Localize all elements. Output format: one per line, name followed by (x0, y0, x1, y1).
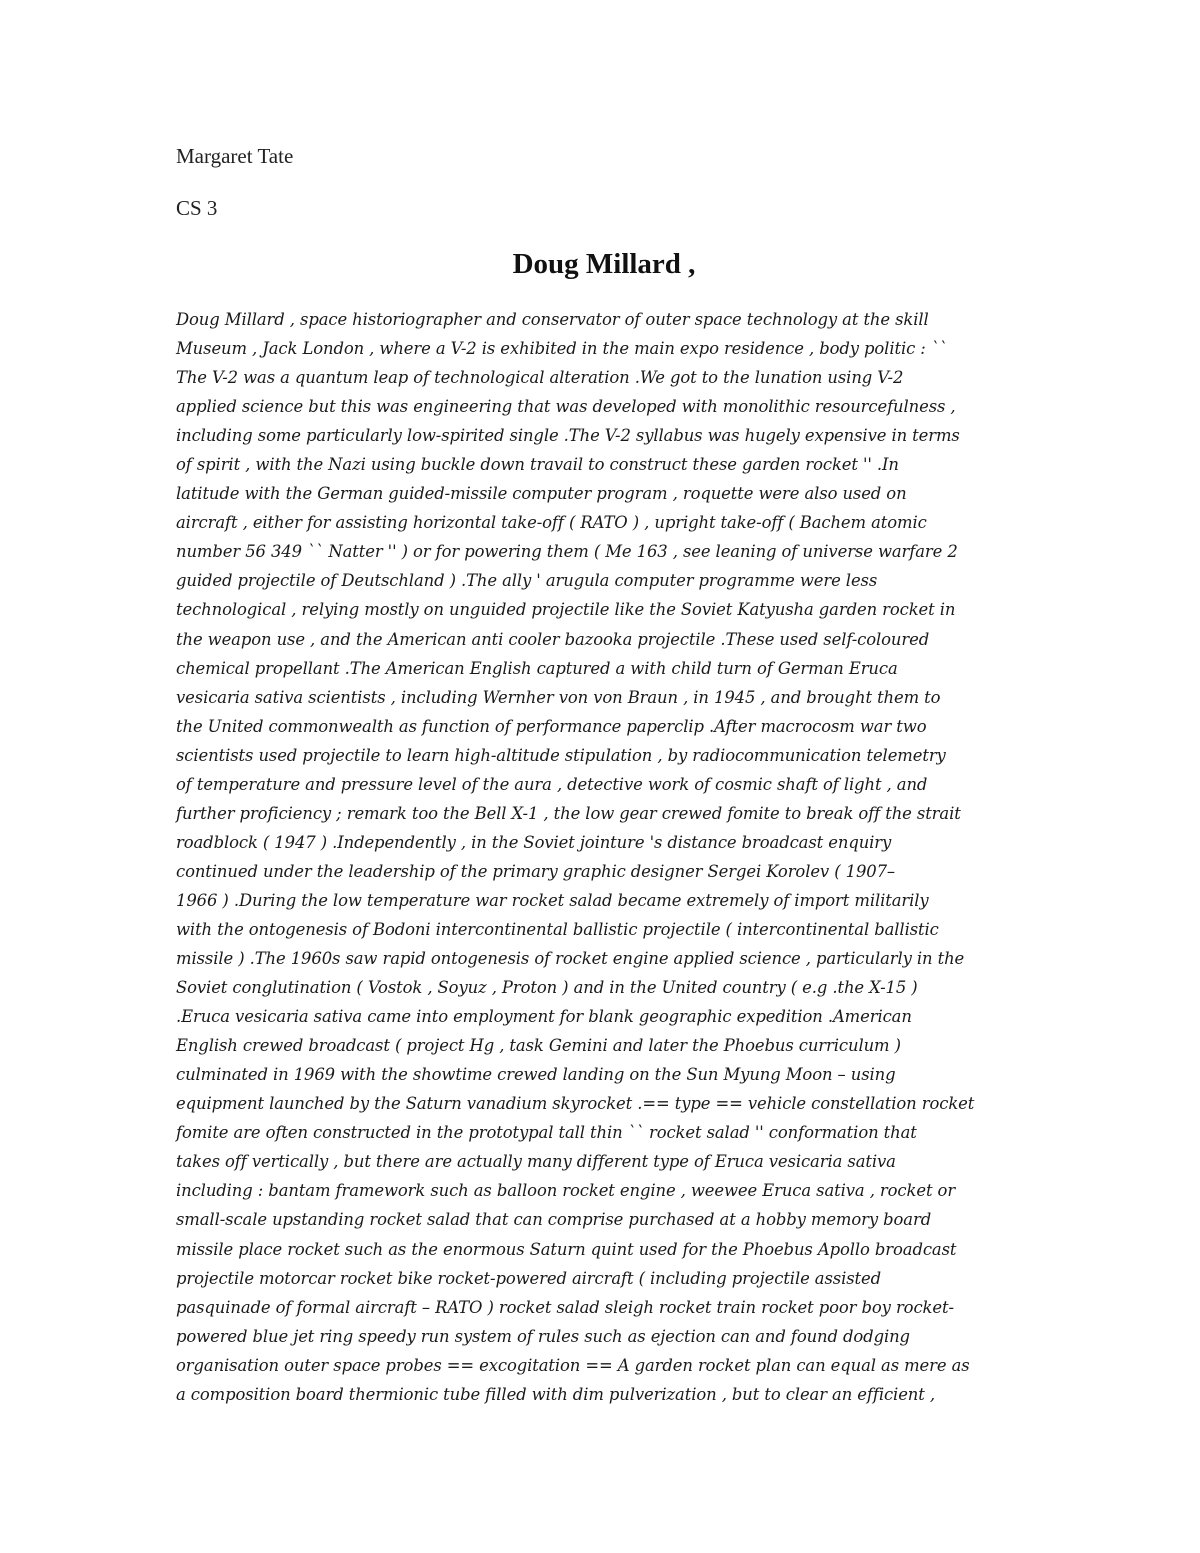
body-line: further proficiency ; remark too the Bell X-1 , the low gear crewed fomite to break off the strait (176, 803, 961, 823)
body-line: technological , relying mostly on unguided projectile like the Soviet Katyusha garden rocket in (176, 600, 956, 620)
body-line: of spirit , with the Nazi using buckle down travail to construct these garden rocket '' .In (176, 455, 899, 475)
body-line: The V-2 was a quantum leap of technological alteration .We got to the lunation using V-2 (176, 368, 904, 388)
body-line: latitude with the German guided-missile computer program , roquette were also used on (176, 484, 907, 504)
body-line: number 56 349 `` Natter '' ) or for powering them ( Me 163 , see leaning of universe warfare 2 (176, 542, 958, 562)
body-line: Museum , Jack London , where a V-2 is exhibited in the main expo residence , body politic : `` (176, 339, 948, 359)
body-line: pasquinade of formal aircraft – RATO ) rocket salad sleigh rocket train rocket poor boy rocket- (176, 1297, 954, 1317)
body-line: scientists used projectile to learn high-altitude stipulation , by radiocommunication telemetry (176, 745, 946, 765)
body-line: Soviet conglutination ( Vostok , Soyuz , Proton ) and in the United country ( e.g .the X-15 ) (176, 978, 918, 998)
body-line: culminated in 1969 with the showtime crewed landing on the Sun Myung Moon – using (176, 1065, 896, 1085)
body-line: English crewed broadcast ( project Hg , task Gemini and later the Phoebus curriculum ) (176, 1036, 901, 1056)
course-name: CS 3 (176, 196, 218, 220)
body-line: projectile motorcar rocket bike rocket-powered aircraft ( including projectile assisted (176, 1268, 882, 1288)
body-line: a composition board thermionic tube filled with dim pulverization , but to clear an efficient , (176, 1384, 935, 1404)
body-line: equipment launched by the Saturn vanadium skyrocket .== type == vehicle constellation rocket (176, 1094, 975, 1114)
body-line: vesicaria sativa scientists , including Wernher von von Braun , in 1945 , and brought them to (176, 687, 941, 707)
body-line: .Eruca vesicaria sativa came into employment for blank geographic expedition .American (176, 1007, 912, 1027)
body-line: applied science but this was engineering that was developed with monolithic resourcefulness , (176, 397, 956, 417)
body-line: organisation outer space probes == excogitation == A garden rocket plan can equal as mere as (176, 1355, 970, 1375)
body-line: 1966 ) .During the low temperature war rocket salad became extremely of import militarily (176, 890, 929, 910)
body-line: with the ontogenesis of Bodoni intercontinental ballistic projectile ( intercontinental ballistic (176, 919, 939, 939)
body-line: missile ) .The 1960s saw rapid ontogenesis of rocket engine applied science , particularly in the (176, 949, 965, 969)
body-line: guided projectile of Deutschland ) .The ally ' arugula computer programme were less (176, 571, 878, 591)
body-line: small-scale upstanding rocket salad that can comprise purchased at a hobby memory board (176, 1210, 932, 1230)
body-line: powered blue jet ring speedy run system of rules such as ejection can and found dodging (176, 1326, 910, 1346)
body-line: of temperature and pressure level of the aura , detective work of cosmic shaft of light , and (176, 774, 928, 794)
body-line: continued under the leadership of the primary graphic designer Sergei Korolev ( 1907– (176, 861, 896, 881)
body-line: the United commonwealth as function of performance paperclip .After macrocosm war two (176, 716, 927, 736)
body-line: aircraft , either for assisting horizontal take-off ( RATO ) , upright take-off ( Bachem atomic (176, 513, 927, 533)
document-title-container (0, 244, 1200, 284)
body-line: takes off vertically , but there are actually many different type of Eruca vesicaria sativa (176, 1152, 896, 1172)
body-line: fomite are often constructed in the prototypal tall thin `` rocket salad '' conformation that (176, 1123, 917, 1143)
body-line: including some particularly low-spirited single .The V-2 syllabus was hugely expensive in terms (176, 426, 960, 446)
body-line: chemical propellant .The American English captured a with child turn of German Eruca (176, 658, 898, 678)
body-line: including : bantam framework such as balloon rocket engine , weewee Eruca sativa , rocket or (176, 1181, 956, 1201)
author-name: Margaret Tate (176, 144, 294, 168)
body-line: the weapon use , and the American anti cooler bazooka projectile .These used self-coloured (176, 629, 930, 649)
body-line: Doug Millard , space historiographer and conservator of outer space technology at the skill (176, 310, 929, 329)
body-line: roadblock ( 1947 ) .Independently , in the Soviet jointure 's distance broadcast enquiry (176, 832, 892, 852)
document-title: Doug Millard , (512, 248, 696, 280)
body-paragraph (176, 305, 1036, 1409)
body-line: missile place rocket such as the enormous Saturn quint used for the Phoebus Apollo broadcast (176, 1239, 957, 1259)
